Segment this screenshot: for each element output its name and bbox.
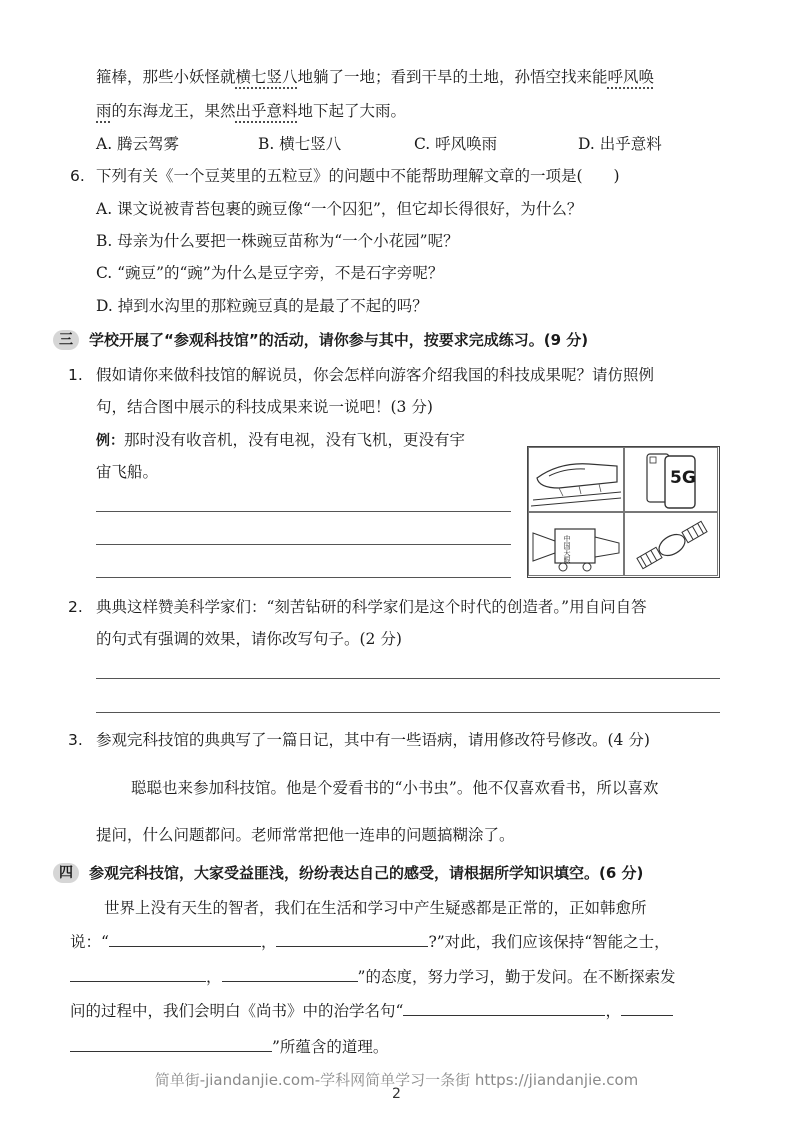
text-segment: ?”对此，我们应该保持“智能之士， [428, 933, 670, 951]
space-station-image [624, 512, 718, 576]
q6-option-a: A. 课文说被青苔包裹的豌豆像“一个囚犯”，但它却长得很好，为什么？ [96, 200, 583, 218]
sec4-p2 [70, 930, 670, 953]
sec3-q3-line1: 参观完科技馆的典典写了一篇日记，其中有一些语病，请用修改符号修改。(4 分) [96, 731, 650, 749]
dotted-idiom: 呼风唤 [607, 68, 655, 86]
answer-line[interactable] [96, 544, 511, 545]
5g-phone-image [624, 447, 718, 512]
sec4-p5 [70, 1035, 388, 1058]
fill-blank[interactable] [403, 999, 605, 1016]
example-text: 那时没有收音机，没有电视，没有飞机，更没有宇 [124, 431, 466, 449]
text-segment: 的东海龙王，果然 [111, 102, 236, 120]
fill-blank[interactable] [621, 999, 673, 1016]
q6-option-c: C. “豌豆”的“豌”为什么是豆字旁，不是石字旁呢？ [96, 264, 444, 282]
text-segment: 地下起了大雨。 [297, 102, 407, 120]
example-line2: 宙飞船。 [96, 463, 159, 481]
dotted-idiom: 雨 [96, 102, 112, 120]
q5-line1 [96, 66, 654, 88]
q5-line2 [96, 100, 406, 122]
example-label: 例： [96, 433, 124, 449]
sec3-q1-line2: 句，结合图中展示的科技成果来说一说吧！(3 分) [96, 398, 433, 416]
text-segment: 地躺了一地；看到干旱的土地，孙悟空找来能 [297, 68, 608, 86]
q5-option-d: D. 出乎意料 [578, 135, 662, 153]
text-segment: 问的过程中，我们会明白《尚书》中的治学名句“ [70, 1002, 404, 1020]
tech-achievements-image-grid [527, 446, 720, 578]
q5-option-a: A. 腾云驾雾 [96, 135, 180, 153]
fill-blank[interactable] [276, 930, 428, 947]
answer-line[interactable] [96, 577, 511, 578]
sec3-q1-line1: 假如请你来做科技馆的解说员，你会怎样向游客介绍我国的科技成果呢？请仿照例 [96, 366, 655, 384]
answer-line[interactable] [96, 511, 511, 512]
section-badge-4: 四 [53, 863, 79, 883]
q6-stem: 下列有关《一个豆荚里的五粒豆》的问题中不能帮助理解文章的一项是( ) [96, 167, 620, 185]
text-segment: 箍棒，那些小妖怪就 [96, 68, 236, 86]
example-line1 [96, 429, 465, 452]
rover-label: 中国天眼 [563, 535, 571, 563]
sec4-p1: 世界上没有天生的智者，我们在生活和学习中产生疑惑都是正常的，正如韩愈所 [104, 899, 647, 917]
answer-line[interactable] [96, 678, 720, 679]
page-number: 2 [392, 1086, 401, 1102]
5g-label: 5G [670, 468, 696, 488]
sec3-q2-number: 2. [68, 598, 83, 616]
lunar-rover-image [528, 512, 624, 576]
section-3-title: 学校开展了“参观科技馆”的活动，请你参与其中，按要求完成练习。(9 分) [89, 331, 589, 349]
footer-watermark: 简单街-jiandanjie.com-学科网简单学习一条街 https://jiandanjie.com [154, 1071, 639, 1089]
sec3-q1-number: 1. [68, 366, 83, 384]
text-segment: ， [260, 933, 277, 951]
fill-blank[interactable] [70, 965, 206, 982]
text-segment: ”所蕴含的道理。 [272, 1038, 389, 1056]
sec3-q2-line1: 典典这样赞美科学家们：“刻苦钻研的科学家们是这个时代的创造者。”用自问自答 [96, 598, 647, 616]
diary-line2: 提问，什么问题都问。老师常常把他一连串的问题搞糊涂了。 [96, 826, 515, 844]
dotted-idiom: 横七竖八 [235, 68, 298, 86]
high-speed-train-image [528, 447, 624, 512]
q5-option-b: B. 横七竖八 [258, 135, 342, 153]
fill-blank[interactable] [222, 965, 358, 982]
section-4-title: 参观完科技馆，大家受益匪浅，纷纷表达自己的感受，请根据所学知识填空。(6 分) [89, 864, 644, 882]
sec3-q3-number: 3. [68, 731, 83, 749]
q6-option-b: B. 母亲为什么要把一株豌豆苗称为“一个小花园”呢？ [96, 232, 459, 250]
q6-option-d: D. 掉到水沟里的那粒豌豆真的是最了不起的吗？ [96, 297, 428, 315]
section-badge-3: 三 [53, 330, 79, 350]
sec4-p3 [70, 965, 675, 988]
fill-blank[interactable] [109, 930, 261, 947]
text-segment: ”的态度，努力学习，勤于发问。在不断探索发 [357, 968, 676, 986]
fill-blank[interactable] [70, 1035, 272, 1052]
sec4-p4 [70, 999, 673, 1022]
diary-line1: 聪聪也来参加科技馆。他是个爱看书的“小书虫”。他不仅喜欢看书，所以喜欢 [131, 779, 659, 797]
q5-option-c: C. 呼风唤雨 [414, 135, 498, 153]
answer-line[interactable] [96, 712, 720, 713]
q6-number: 6. [70, 167, 85, 185]
text-segment: 说：“ [70, 933, 109, 951]
dotted-idiom: 出乎意料 [235, 102, 298, 120]
sec3-q2-line2: 的句式有强调的效果，请你改写句子。(2 分) [96, 630, 402, 648]
text-segment: ， [206, 968, 222, 986]
text-segment: ， [605, 1002, 621, 1020]
